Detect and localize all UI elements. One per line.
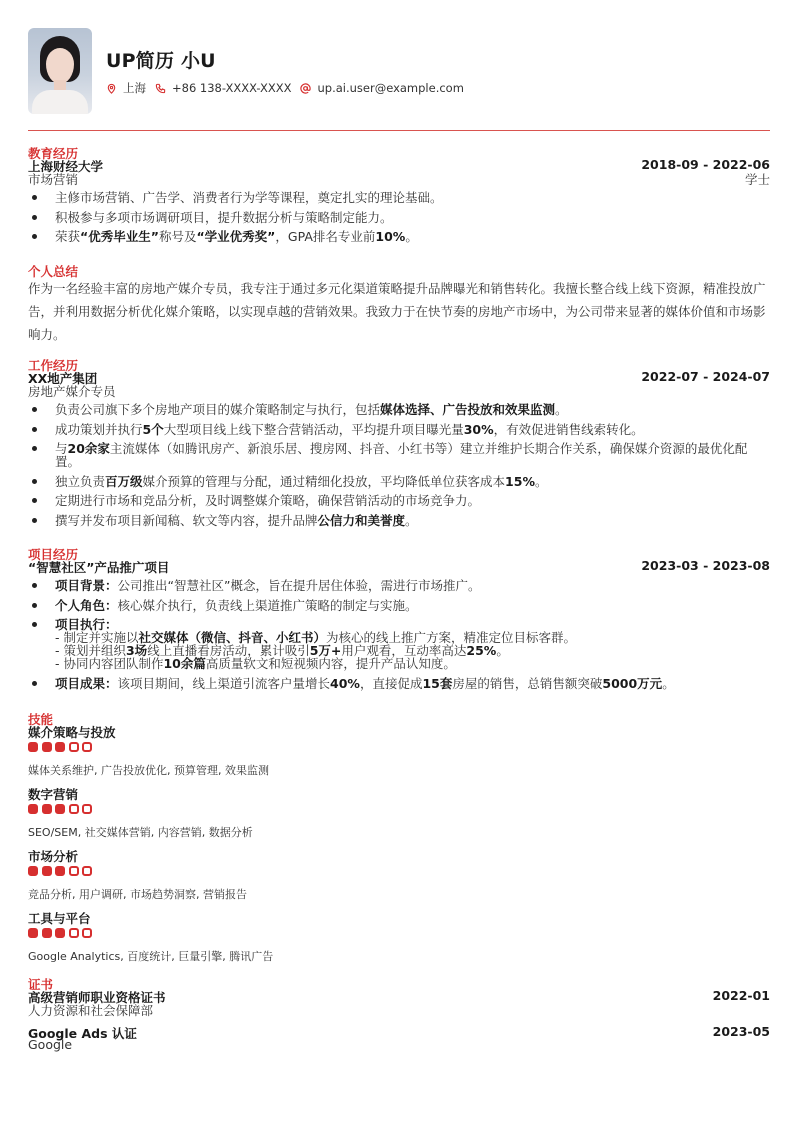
skill-description: 竞品分析, 用户调研, 市场趋势洞察, 营销报告 bbox=[28, 888, 247, 901]
certificate-date: 2023-05 bbox=[712, 1024, 770, 1039]
rating-dot-filled-icon bbox=[28, 866, 38, 876]
header-divider bbox=[28, 130, 770, 131]
list-item: 积极参与多项市场调研项目，提升数据分析与策略制定能力。 bbox=[28, 211, 770, 224]
section-title-project: 项目经历 bbox=[28, 547, 79, 562]
section-title-summary: 个人总结 bbox=[28, 264, 79, 279]
location-text: 上海 bbox=[123, 81, 146, 95]
avatar bbox=[28, 28, 92, 114]
rating-dot-empty-icon bbox=[82, 742, 92, 752]
list-item: 项目执行： - 制定并实施以社交媒体（微信、抖音、小红书）为核心的线上推广方案，精准定位目标客群。 - 策划并组织3场线上直播看房活动，累计吸引5万+用户观看，互动率高达25%。 - 协同内容团队制作10余篇高质量软文和短视频内容，提升产品认知度。 bbox=[28, 618, 770, 670]
summary-text: 作为一名经验丰富的房地产媒介专员，我专注于通过多元化渠道策略提升品牌曝光和销售转化。我擅长整合线上线下资源，精准投放广告，并利用数据分析优化媒介策略，以实现卓越的营销效果。我致力于在快节奏的房地产市场中，为公司带来显著的媒体价值和市场影响力。 bbox=[28, 281, 766, 342]
contact-email bbox=[300, 81, 463, 95]
rating-dot-filled-icon bbox=[42, 804, 52, 814]
section-title-work: 工作经历 bbox=[28, 358, 79, 373]
section-title-certificates: 证书 bbox=[28, 977, 54, 992]
section-title-education: 教育经历 bbox=[28, 146, 79, 161]
rating-dot-filled-icon bbox=[42, 742, 52, 752]
resume-header bbox=[28, 28, 770, 114]
rating-dot-filled-icon bbox=[28, 804, 38, 814]
rating-dot-filled-icon bbox=[55, 866, 65, 876]
skill-name: 市场分析 bbox=[28, 849, 79, 864]
rating-dot-empty-icon bbox=[82, 804, 92, 814]
rating-dot-filled-icon bbox=[28, 928, 38, 938]
work-date: 2022-07 - 2024-07 bbox=[641, 369, 770, 384]
section-title-skills: 技能 bbox=[28, 712, 54, 727]
phone-icon bbox=[155, 83, 166, 94]
skill-name: 数字营销 bbox=[28, 787, 79, 802]
location-pin-icon bbox=[106, 83, 117, 94]
contact-info bbox=[106, 80, 473, 96]
rating-dot-empty-icon bbox=[82, 866, 92, 876]
skill-rating bbox=[28, 804, 96, 814]
rating-dot-empty-icon bbox=[69, 742, 79, 752]
rating-dot-filled-icon bbox=[55, 742, 65, 752]
skill-rating bbox=[28, 928, 96, 938]
rating-dot-filled-icon bbox=[55, 928, 65, 938]
skill-name: 工具与平台 bbox=[28, 911, 91, 926]
rating-dot-filled-icon bbox=[55, 804, 65, 814]
contact-location bbox=[106, 80, 146, 96]
education-date: 2018-09 - 2022-06 bbox=[641, 157, 770, 172]
list-item: 与20余家主流媒体（如腾讯房产、新浪乐居、搜房网、抖音、小红书等）建立并维护长期合作关系，确保媒介资源的最优化配置。 bbox=[28, 442, 770, 468]
contact-phone bbox=[155, 81, 291, 95]
skill-description: SEO/SEM, 社交媒体营销, 内容营销, 数据分析 bbox=[28, 826, 253, 839]
list-item: 个人角色：核心媒介执行，负责线上渠道推广策略的制定与实施。 bbox=[28, 599, 770, 612]
degree: 学士 bbox=[744, 172, 770, 187]
project-name: “智慧社区”产品推广项目 bbox=[28, 560, 170, 575]
sub-item: - 策划并组织3场线上直播看房活动，累计吸引5万+用户观看，互动率高达25%。 bbox=[55, 643, 509, 658]
list-item: 项目背景：公司推出“智慧社区”概念，旨在提升居住体验，需进行市场推广。 bbox=[28, 579, 770, 592]
rating-dot-empty-icon bbox=[82, 928, 92, 938]
certificate-date: 2022-01 bbox=[712, 988, 770, 1003]
list-item: 负责公司旗下多个房地产项目的媒介策略制定与执行，包括媒体选择、广告投放和效果监测。 bbox=[28, 403, 770, 416]
rating-dot-empty-icon bbox=[69, 928, 79, 938]
list-item: 项目成果：该项目期间，线上渠道引流客户量增长40%，直接促成15套房屋的销售，总销售额突破5000万元。 bbox=[28, 677, 770, 690]
skill-name: 媒介策略与投放 bbox=[28, 725, 116, 740]
skill-description: 媒体关系维护, 广告投放优化, 预算管理, 效果监测 bbox=[28, 764, 269, 777]
sub-item: - 协同内容团队制作10余篇高质量软文和短视频内容，提升产品认知度。 bbox=[55, 656, 456, 671]
sub-item: - 制定并实施以社交媒体（微信、抖音、小红书）为核心的线上推广方案，精准定位目标客群。 bbox=[55, 630, 577, 645]
list-item: 独立负责百万级媒介预算的管理与分配，通过精细化投放，平均降低单位获客成本15%。 bbox=[28, 475, 770, 488]
education-bullets bbox=[28, 191, 770, 250]
job-position: 房地产媒介专员 bbox=[28, 384, 116, 399]
certificate-issuer: Google bbox=[28, 1037, 73, 1052]
skill-description: Google Analytics, 百度统计, 巨量引擎, 腾讯广告 bbox=[28, 950, 274, 963]
school-name: 上海财经大学 bbox=[28, 159, 104, 174]
work-bullets bbox=[28, 403, 770, 533]
candidate-name: UP简历 小U bbox=[106, 50, 216, 72]
company-name: XX地产集团 bbox=[28, 371, 98, 386]
list-item: 撰写并发布项目新闻稿、软文等内容，提升品牌公信力和美誉度。 bbox=[28, 514, 770, 527]
email-text[interactable]: up.ai.user@example.com bbox=[317, 81, 464, 95]
certificate-name: 高级营销师职业资格证书 bbox=[28, 990, 166, 1005]
major: 市场营销 bbox=[28, 172, 79, 187]
list-item: 荣获“优秀毕业生”称号及“学业优秀奖”，GPA排名专业前10%。 bbox=[28, 230, 770, 243]
certificate-name: Google Ads 认证 bbox=[28, 1026, 137, 1041]
rating-dot-filled-icon bbox=[28, 742, 38, 752]
list-item: 主修市场营销、广告学、消费者行为学等课程，奠定扎实的理论基础。 bbox=[28, 191, 770, 204]
list-item: 成功策划并执行5个大型项目线上线下整合营销活动，平均提升项目曝光量30%，有效促进销售线索转化。 bbox=[28, 423, 770, 436]
project-date: 2023-03 - 2023-08 bbox=[641, 558, 770, 573]
phone-text: +86 138-XXXX-XXXX bbox=[172, 81, 292, 95]
rating-dot-filled-icon bbox=[42, 866, 52, 876]
skill-rating bbox=[28, 866, 96, 876]
list-item: 定期进行市场和竞品分析，及时调整媒介策略，确保营销活动的市场竞争力。 bbox=[28, 494, 770, 507]
rating-dot-empty-icon bbox=[69, 866, 79, 876]
rating-dot-filled-icon bbox=[42, 928, 52, 938]
rating-dot-empty-icon bbox=[69, 804, 79, 814]
project-bullets bbox=[28, 579, 770, 697]
at-sign-icon bbox=[300, 83, 311, 94]
certificate-issuer: 人力资源和社会保障部 bbox=[28, 1003, 154, 1018]
skill-rating bbox=[28, 742, 96, 752]
